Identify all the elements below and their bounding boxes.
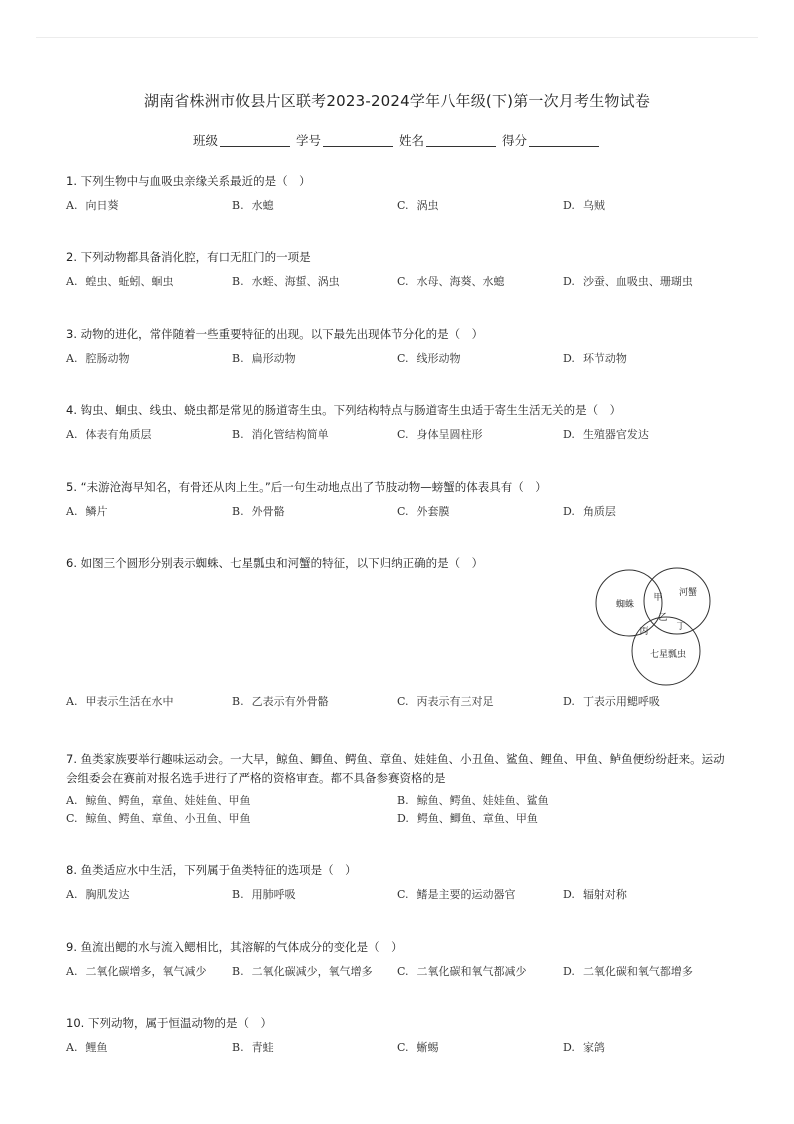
- question-9: [66, 938, 736, 981]
- option-text: 腔肠动物: [85, 352, 130, 365]
- option-a: [66, 503, 107, 519]
- option-b: [397, 792, 549, 808]
- option-d: [563, 426, 649, 442]
- question-stem: 9. 鱼流出鳃的水与流入鳃相比，其溶解的气体成分的变化是（ ）: [66, 940, 403, 954]
- crab-label: 河蟹: [678, 588, 698, 598]
- option-text: 角质层: [582, 505, 616, 518]
- region-ding-label: 丁: [676, 622, 686, 632]
- spider-label: 蜘蛛: [615, 600, 635, 610]
- option-letter: C.: [397, 275, 409, 288]
- option-text: 体表有角质层: [85, 428, 152, 441]
- option-letter: C.: [397, 505, 409, 518]
- region-jia-label: 甲: [653, 593, 663, 603]
- option-letter: B.: [232, 275, 244, 288]
- question-stem: 1. 下列生物中与血吸虫亲缘关系最近的是（ ）: [66, 174, 311, 188]
- option-row: [66, 503, 736, 521]
- option-text: 鲸鱼、鳄鱼，章鱼、娃娃鱼、甲鱼: [85, 794, 251, 807]
- option-c: [397, 503, 450, 519]
- option-letter: C.: [397, 695, 409, 708]
- option-d: [563, 273, 693, 289]
- option-letter: D.: [563, 275, 575, 288]
- option-text: 二氧化碳和氧气都增多: [582, 965, 693, 978]
- option-row: [66, 693, 736, 711]
- option-letter: C.: [397, 352, 409, 365]
- option-letter: C.: [66, 812, 78, 825]
- question-stem: 3. 动物的进化，常伴随着一些重要特征的出现。以下最先出现体节分化的是（ ）: [66, 327, 484, 341]
- option-b: [232, 197, 274, 213]
- option-d: [563, 1039, 605, 1055]
- option-text: 鲸鱼、鳄鱼、娃娃鱼、鲨鱼: [416, 794, 549, 807]
- question-stem: 8. 鱼类适应水中生活，下列属于鱼类特征的选项是（ ）: [66, 863, 357, 877]
- option-c: [397, 886, 516, 902]
- option-row: [66, 810, 736, 828]
- option-letter: C.: [397, 428, 409, 441]
- option-b: [232, 350, 296, 366]
- option-letter: B.: [232, 505, 244, 518]
- option-d: [563, 963, 693, 979]
- option-text: 蜥蜴: [416, 1041, 439, 1054]
- option-a: [66, 350, 129, 366]
- option-text: 家鸽: [582, 1041, 605, 1054]
- option-letter: B.: [232, 199, 244, 212]
- question-4: [66, 401, 736, 444]
- option-text: 青蛙: [251, 1041, 274, 1054]
- option-letter: A.: [66, 1041, 78, 1054]
- option-letter: B.: [397, 794, 409, 807]
- option-text: 辐射对称: [582, 888, 627, 901]
- option-letter: B.: [232, 1041, 244, 1054]
- top-divider: [36, 37, 758, 38]
- question-stem: 7. 鱼类家族要举行趣味运动会。一大早，鲸鱼、鲫鱼、鳄鱼、章鱼、娃娃鱼、小丑鱼、鲨鱼、鲤鱼、甲鱼、鲈鱼便纷纷赶来。运动会组委会在赛前对报名选手进行了严格的资格审查。都不具备参赛资格的是: [66, 752, 725, 785]
- option-letter: D.: [563, 505, 575, 518]
- region-bing-label: 丙: [639, 627, 649, 637]
- option-c: [397, 273, 505, 289]
- option-letter: D.: [563, 965, 575, 978]
- option-a: [66, 792, 250, 808]
- option-b: [232, 693, 329, 709]
- option-text: 水蛭、海蜇、涡虫: [251, 275, 340, 288]
- option-c: [397, 693, 494, 709]
- option-row: [66, 792, 736, 810]
- option-letter: A.: [66, 695, 78, 708]
- option-a: [66, 886, 129, 902]
- option-row: [66, 1039, 736, 1057]
- option-text: 消化管结构简单: [251, 428, 329, 441]
- option-a: [66, 963, 206, 979]
- option-letter: B.: [232, 352, 244, 365]
- option-text: 乙表示有外骨骼: [251, 695, 329, 708]
- option-b: [232, 503, 285, 519]
- option-text: 胸肌发达: [85, 888, 130, 901]
- option-text: 丙表示有三对足: [416, 695, 494, 708]
- option-text: 水母、海葵、水螅: [416, 275, 505, 288]
- question-7: [66, 750, 736, 828]
- option-text: 环节动物: [582, 352, 627, 365]
- question-stem: 5. “未游沧海早知名，有骨还从肉上生。”后一句生动地点出了节肢动物—螃蟹的体表具有（ ）: [66, 480, 547, 494]
- option-letter: B.: [232, 695, 244, 708]
- option-letter: D.: [563, 352, 575, 365]
- option-text: 向日葵: [85, 199, 119, 212]
- option-text: 鳍是主要的运动器官: [416, 888, 516, 901]
- option-letter: B.: [232, 965, 244, 978]
- option-b: [232, 426, 329, 442]
- question-stem: 4. 钩虫、蛔虫、线虫、蛲虫都是常见的肠道寄生虫。下列结构特点与肠道寄生虫适于寄生生活无关的是（ ）: [66, 403, 622, 417]
- option-letter: A.: [66, 965, 78, 978]
- option-letter: A.: [66, 794, 78, 807]
- option-letter: A.: [66, 505, 78, 518]
- question-6-options: [66, 693, 736, 711]
- student-info-line: [0, 131, 794, 149]
- option-d: [563, 350, 627, 366]
- option-letter: A.: [66, 888, 78, 901]
- option-text: 丁表示用鳃呼吸: [582, 695, 660, 708]
- score-blank: [529, 134, 599, 147]
- option-letter: B.: [232, 888, 244, 901]
- option-text: 外骨骼: [251, 505, 285, 518]
- student-id-blank: [323, 134, 393, 147]
- option-b: [232, 1039, 274, 1055]
- option-text: 二氧化碳增多，氧气减少: [85, 965, 207, 978]
- option-letter: D.: [563, 888, 575, 901]
- option-a: [66, 197, 118, 213]
- option-text: 外套膜: [416, 505, 450, 518]
- option-letter: A.: [66, 352, 78, 365]
- name-blank: [426, 134, 496, 147]
- option-row: [66, 426, 736, 444]
- option-letter: C.: [397, 888, 409, 901]
- venn-diagram: [592, 563, 712, 689]
- question-5: [66, 478, 736, 521]
- score-label: 得分: [501, 133, 527, 148]
- option-text: 鲸鱼、鳄鱼、章鱼、小丑鱼、甲鱼: [85, 812, 251, 825]
- question-3: [66, 325, 736, 368]
- question-2: [66, 248, 736, 291]
- option-text: 沙蚕、血吸虫、珊瑚虫: [582, 275, 693, 288]
- option-row: [66, 273, 736, 291]
- option-text: 生殖器官发达: [582, 428, 649, 441]
- option-a: [66, 273, 173, 289]
- option-c: [397, 426, 483, 442]
- option-letter: A.: [66, 428, 78, 441]
- option-text: 蝗虫、蚯蚓、蛔虫: [85, 275, 174, 288]
- option-letter: D.: [563, 695, 575, 708]
- option-text: 乌贼: [582, 199, 605, 212]
- class-blank: [220, 134, 290, 147]
- exam-title: 湖南省株洲市攸县片区联考2023-2024学年八年级(下)第一次月考生物试卷: [143, 92, 651, 110]
- region-yi-label: 乙: [658, 613, 668, 623]
- question-stem: 6. 如图三个圆形分别表示蜘蛛、七星瓢虫和河蟹的特征，以下归纳正确的是（ ）: [66, 556, 484, 570]
- option-text: 鳄鱼、鲫鱼、章鱼、甲鱼: [416, 812, 538, 825]
- option-text: 水螅: [251, 199, 274, 212]
- class-label: 班级: [192, 133, 218, 148]
- ladybug-label: 七星瓢虫: [649, 650, 687, 660]
- option-letter: A.: [66, 199, 78, 212]
- option-row: [66, 350, 736, 368]
- question-stem: 2. 下列动物都具备消化腔，有口无肛门的一项是: [66, 250, 311, 264]
- option-text: 涡虫: [416, 199, 439, 212]
- option-letter: C.: [397, 199, 409, 212]
- option-row: [66, 197, 736, 215]
- name-label: 姓名: [398, 133, 424, 148]
- option-c: [397, 963, 527, 979]
- option-d: [563, 503, 616, 519]
- question-8: [66, 861, 736, 904]
- option-text: 扁形动物: [251, 352, 296, 365]
- option-c: [397, 197, 439, 213]
- option-text: 二氧化碳减少，氧气增多: [251, 965, 373, 978]
- option-text: 鲤鱼: [85, 1041, 108, 1054]
- question-1: [66, 172, 736, 215]
- option-d: [397, 810, 538, 826]
- option-b: [232, 273, 340, 289]
- option-b: [232, 963, 373, 979]
- option-a: [66, 1039, 107, 1055]
- option-letter: D.: [563, 199, 575, 212]
- option-text: 线形动物: [416, 352, 461, 365]
- option-b: [232, 886, 296, 902]
- option-d: [563, 693, 660, 709]
- option-letter: D.: [563, 428, 575, 441]
- option-letter: D.: [563, 1041, 575, 1054]
- option-d: [563, 886, 627, 902]
- student-id-label: 学号: [295, 133, 321, 148]
- option-a: [66, 693, 173, 709]
- option-d: [563, 197, 605, 213]
- option-row: [66, 963, 736, 981]
- option-text: 甲表示生活在水中: [85, 695, 174, 708]
- option-c: [66, 810, 251, 826]
- option-text: 用肺呼吸: [251, 888, 296, 901]
- question-stem: 10. 下列动物，属于恒温动物的是（ ）: [66, 1016, 272, 1030]
- option-text: 鳞片: [85, 505, 108, 518]
- option-letter: B.: [232, 428, 244, 441]
- option-letter: A.: [66, 275, 78, 288]
- option-row: [66, 886, 736, 904]
- option-a: [66, 426, 151, 442]
- question-10: [66, 1014, 736, 1057]
- option-text: 身体呈圆柱形: [416, 428, 483, 441]
- option-text: 二氧化碳和氧气都减少: [416, 965, 527, 978]
- option-letter: C.: [397, 1041, 409, 1054]
- option-c: [397, 1039, 439, 1055]
- option-letter: D.: [397, 812, 409, 825]
- option-letter: C.: [397, 965, 409, 978]
- option-c: [397, 350, 461, 366]
